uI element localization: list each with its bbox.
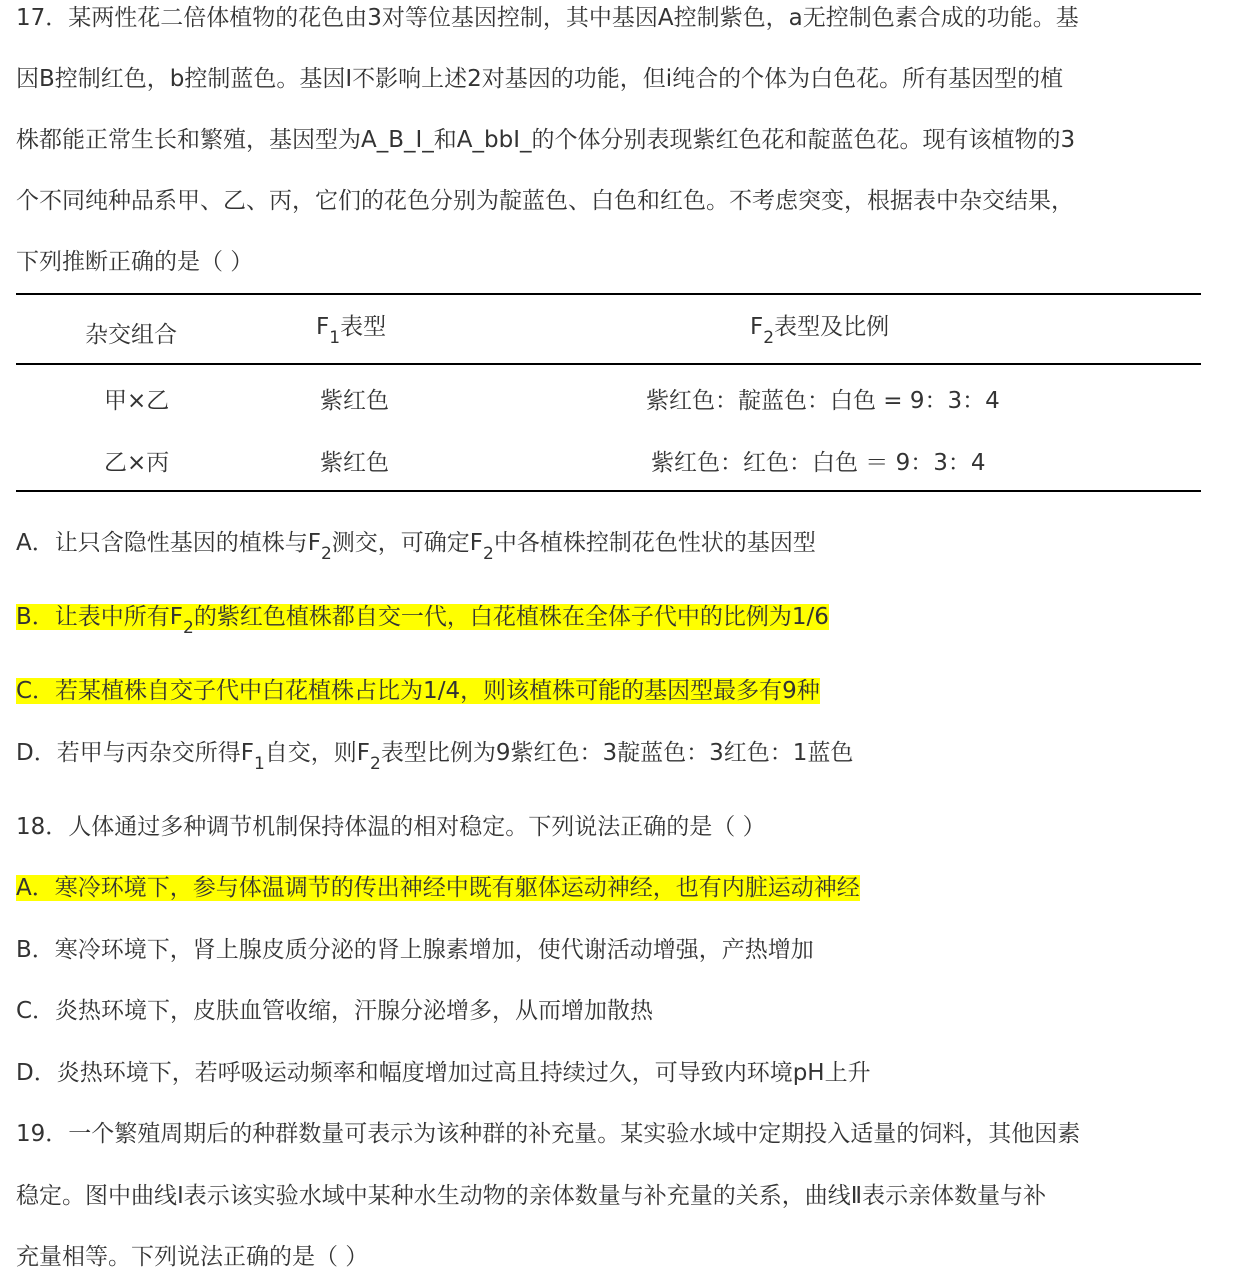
row-2-f1: 紫红色 bbox=[320, 450, 389, 476]
q18-option-c: C．炎热环境下，皮肤血管收缩，汗腺分泌增多，从而增加散热 bbox=[16, 998, 654, 1024]
q18-option-b: B．寒冷环境下，肾上腺皮质分泌的肾上腺素增加，使代谢活动增强，产热增加 bbox=[16, 937, 814, 963]
header-f1: $F_1$表型 bbox=[316, 314, 387, 348]
q19-stem-line-1: 19．一个繁殖周期后的种群数量可表示为该种群的补充量。某实验水域中定期投入适量的饲料，其他因素 bbox=[16, 1121, 1081, 1147]
q17-stem-line-2: 因B控制红色，b控制蓝色。基因I不影响上述2对基因的功能，但i纯合的个体为白色花。所有基因型的植 bbox=[16, 66, 1064, 92]
q17-option-b bbox=[16, 600, 829, 638]
q18-option-a bbox=[16, 871, 860, 905]
table-bottom-rule bbox=[16, 490, 1201, 492]
q19-stem-line-2: 稳定。图中曲线Ⅰ表示该实验水域中某种水生动物的亲体数量与补充量的关系，曲线Ⅱ表示亲体数量与补 bbox=[16, 1183, 1047, 1209]
q19-stem-line-3: 充量相等。下列说法正确的是（ ） bbox=[16, 1244, 369, 1270]
q17-stem-line-4: 个不同纯种品系甲、乙、丙，它们的花色分别为靛蓝色、白色和红色。不考虑突变，根据表中杂交结果， bbox=[16, 188, 1074, 214]
header-cross: 杂交组合 bbox=[85, 322, 177, 348]
q17-option-b-highlight: B．让表中所有$F_2$的紫红色植株都自交一代，白花植株在全体子代中的比例为1/6 bbox=[16, 604, 829, 638]
q17-stem-line-3: 株都能正常生长和繁殖，基因型为A_B_I_和A_bbI_的个体分别表现紫红色花和靛蓝色花。现有该植物的3 bbox=[16, 127, 1076, 153]
q18-option-a-highlight: A．寒冷环境下，参与体温调节的传出神经中既有躯体运动神经，也有内脏运动神经 bbox=[16, 875, 860, 901]
header-f2: $F_2$表型及比例 bbox=[750, 314, 890, 348]
table-header-rule bbox=[16, 363, 1201, 365]
q17-option-d: D．若甲与丙杂交所得$F_1$自交，则$F_2$表型比例为9紫红色：3靛蓝色：3红色：1蓝色 bbox=[16, 740, 854, 774]
table-top-rule bbox=[16, 293, 1201, 295]
row-1-cross: 甲×乙 bbox=[104, 388, 170, 414]
q17-stem-line-1: 17．某两性花二倍体植物的花色由3对等位基因控制，其中基因A控制紫色，a无控制色素合成的功能。基 bbox=[16, 5, 1079, 31]
q18-option-d: D．炎热环境下，若呼吸运动频率和幅度增加过高且持续过久，可导致内环境pH上升 bbox=[16, 1060, 871, 1086]
row-1-f1: 紫红色 bbox=[320, 388, 389, 414]
row-2-cross: 乙×丙 bbox=[104, 450, 170, 476]
q18-stem: 18．人体通过多种调节机制保持体温的相对稳定。下列说法正确的是（ ） bbox=[16, 814, 766, 840]
q17-option-c-highlight: C．若某植株自交子代中白花植株占比为1/4，则该植株可能的基因型最多有9种 bbox=[16, 678, 820, 704]
q17-option-c bbox=[16, 674, 820, 708]
q17-stem-line-5: 下列推断正确的是（ ） bbox=[16, 249, 254, 275]
row-1-f2: 紫红色：靛蓝色：白色 = 9：3：4 bbox=[646, 388, 1000, 414]
q17-option-a: A．让只含隐性基因的植株与$F_2$测交，可确定$F_2$中各植株控制花色性状的基因型 bbox=[16, 530, 816, 564]
row-2-f2: 紫红色：红色：白色 ＝ 9：3：4 bbox=[651, 450, 986, 476]
